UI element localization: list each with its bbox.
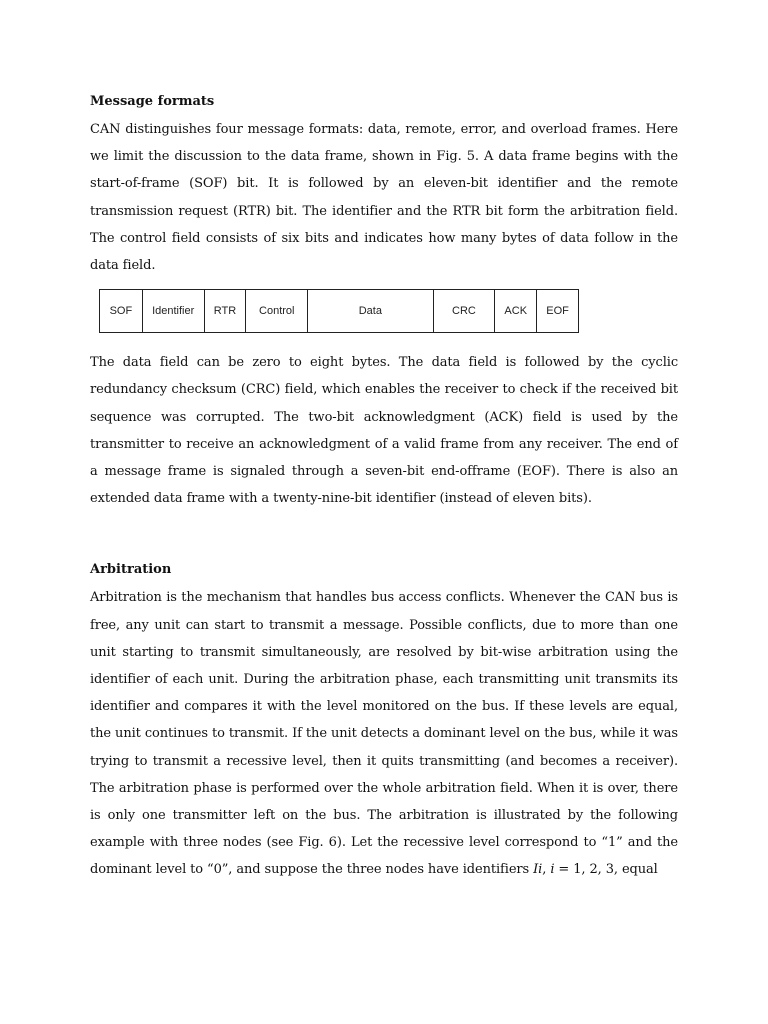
paragraph-data-field: The data field can be zero to eight bytes. The data field is followed by the cyclic redundancy checksum (CRC) field, which enables the receiver to check if the received bit sequence was corrupted. The two-bit acknowledgment (ACK) field is used by the transmitter to receive an acknowledgment of a valid frame from any receiver. The end of a message frame is signaled through a seven-bit end-offrame (EOF). There is also an extended data frame with a twenty-nine-bit identifier (instead of eleven bits). <box>90 355 678 507</box>
identifier-values: = 1, 2, 3, equal <box>554 862 658 878</box>
frame-field-ack: ACK <box>495 290 537 332</box>
data-frame-figure <box>99 289 579 333</box>
frame-field-sof: SOF <box>100 290 143 332</box>
identifier-variable: Ii <box>533 862 543 878</box>
paragraph-arbitration <box>90 584 678 883</box>
frame-field-control: Control <box>246 290 308 332</box>
frame-field-identifier: Identifier <box>143 290 205 332</box>
frame-field-crc: CRC <box>434 290 496 332</box>
section-heading-message-formats: Message formats <box>90 94 215 109</box>
document-page <box>90 92 678 884</box>
frame-field-rtr: RTR <box>205 290 247 332</box>
index-variable: i <box>550 862 555 878</box>
frame-field-data: Data <box>308 290 433 332</box>
section-heading-arbitration: Arbitration <box>90 562 172 578</box>
identifier-separator: , <box>542 862 551 878</box>
paragraph-message-formats: CAN distinguishes four message formats: data, remote, error, and overload frames. Here we limit the discussion to the data frame, shown in Fig. 5. A data frame begins with the start-of-frame (SOF) bit. It is followed by an eleven-bit identifier and the remote transmission request (RTR) bit. The identifier and the RTR bit form the arbitration field. The control field consists of six bits and indicates how many bytes of data follow in the data field. <box>90 122 678 274</box>
frame-field-eof: EOF <box>546 305 569 318</box>
section-spacer <box>90 512 678 560</box>
arbitration-text: Arbitration is the mechanism that handles bus access conflicts. Whenever the CAN bus is free, any unit can start to transmit a message. Possible conflicts, due to more than one unit starting to transmit simultaneously, are resolved by bit-wise arbitration using the identifier of each unit. During the arbitration phase, each transmitting unit transmits its identifier and compares it with the level monitored on the bus. If these levels are equal, the unit continues to transmit. If the unit detects a dominant level on the bus, while it was trying to transmit a recessive level, then it quits transmitting (and becomes a receiver). The arbitration phase is performed over the whole arbitration field. When it is over, there is only one transmitter left on the bus. The arbitration is illustrated by the following example with three nodes (see Fig. 6). Let the recessive level correspond to “1” and the dominant level to “0”, and suppose the three nodes have identifiers <box>90 590 678 878</box>
